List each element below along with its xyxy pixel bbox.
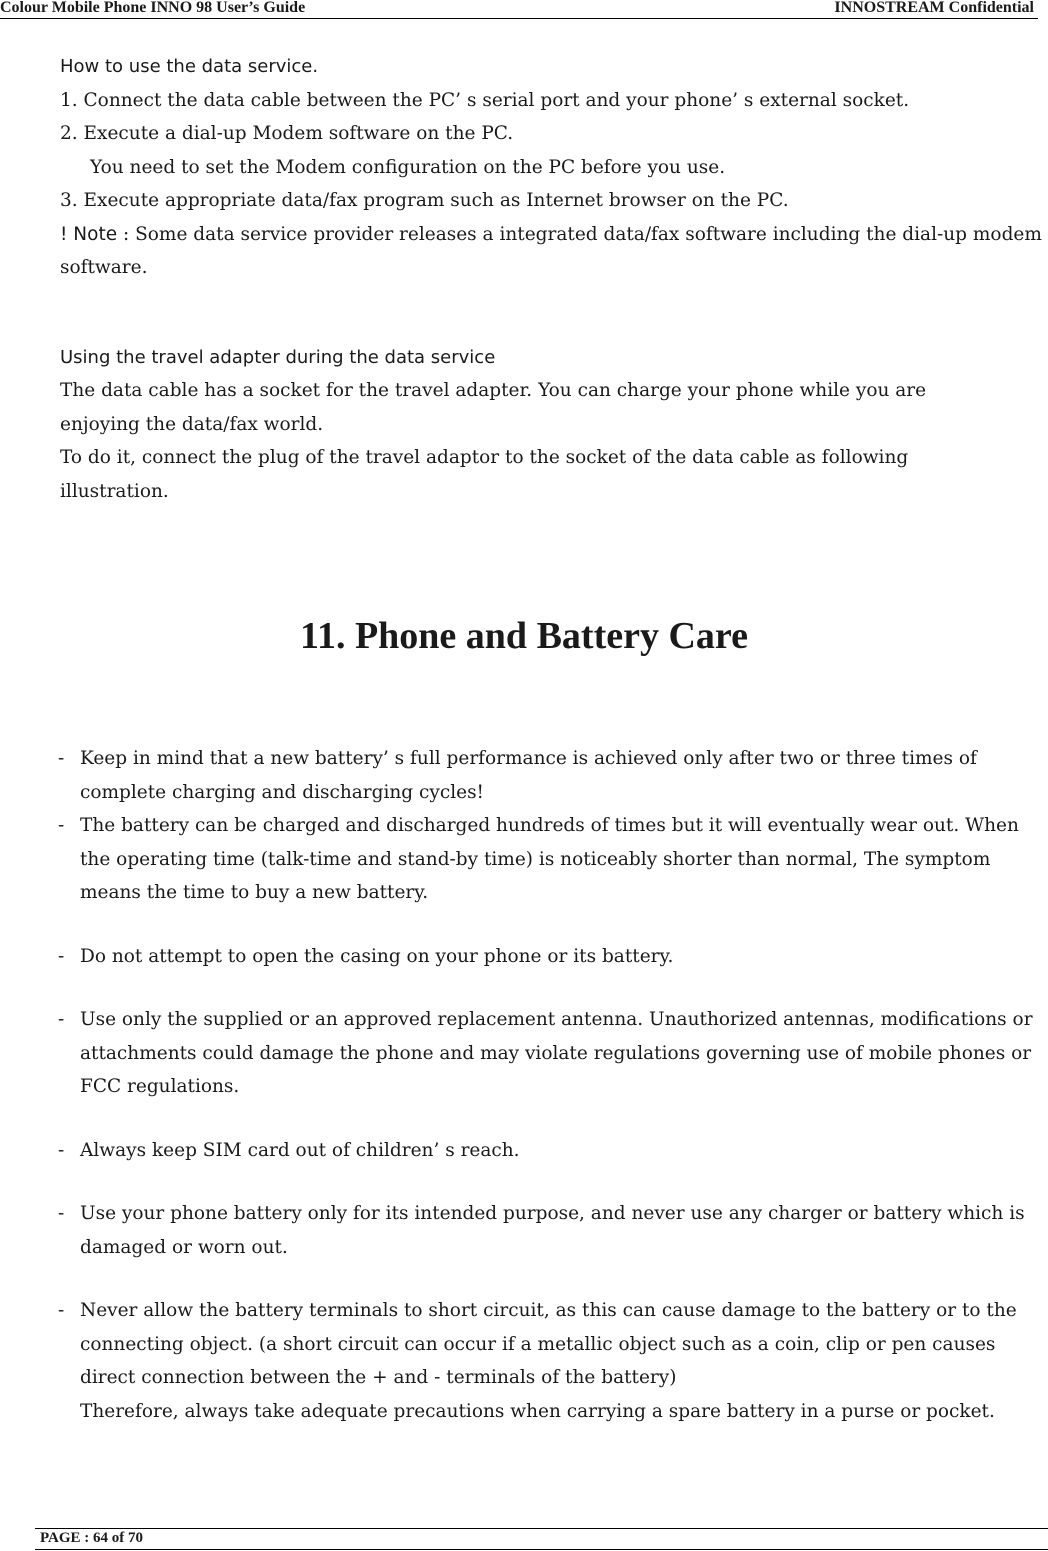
list-item-text: The battery can be charged and discharged hundreds of times but it will eventually wear out. When the operating time (talk-time and stand-by time) is noticeably shorter than normal, The symptom means the time to buy a new battery.: [80, 815, 1019, 903]
travel-adapter-para-2: To do it, connect the plug of the travel adaptor to the socket of the data cable as following illustration.: [60, 447, 909, 502]
list-dash: -: [58, 1009, 65, 1030]
step-1: 1. Connect the data cable between the PC’ s serial port and your phone’ s external socket.: [60, 89, 910, 111]
list-dash: -: [58, 1300, 65, 1321]
list-item-text: Always keep SIM card out of children’ s reach.: [80, 1139, 520, 1161]
list-dash: -: [58, 1139, 65, 1161]
page-header: [0, 0, 1038, 19]
list-dash: -: [58, 945, 65, 967]
list-item: [58, 742, 1045, 809]
list-item: [58, 1294, 1045, 1428]
care-list: [58, 742, 1045, 1428]
section-title-data-service: How to use the data service.: [60, 56, 319, 77]
list-dash: -: [58, 815, 65, 836]
list-item-continuation: Therefore, always take adequate precautions when carrying a spare battery in a purse or pocket.: [80, 1400, 995, 1422]
travel-adapter-para-1: The data cable has a socket for the travel adapter. You can charge your phone while you are enjoying the data/fax world.: [60, 380, 927, 435]
page-number: PAGE : 64 of 70: [40, 1530, 144, 1546]
header-confidential: INNOSTREAM Confidential: [834, 0, 1034, 16]
list-item-text: Keep in mind that a new battery’ s full performance is achieved only after two or three times of complete charging and discharging cycles!: [80, 748, 977, 803]
list-item: [58, 809, 1045, 910]
note-text: : Some data service provider releases a integrated data/fax software including the dial-up modem software.: [60, 223, 1042, 278]
note-paragraph: [60, 218, 1045, 285]
list-item-text: Do not attempt to open the casing on your phone or its battery.: [80, 945, 674, 967]
list-item: [58, 1003, 1045, 1104]
page-footer: [35, 1528, 1048, 1550]
list-item: [58, 1134, 1045, 1168]
list-item-text: Use only the supplied or an approved replacement antenna. Unauthorized antennas, modifications or attachments could damage the phone and may violate regulations governing use of mobile phones or FCC regulations.: [80, 1009, 1033, 1097]
header-doc-title: Colour Mobile Phone INNO 98 User’s Guide: [0, 0, 306, 16]
list-dash: -: [58, 748, 65, 769]
chapter-title: 11. Phone and Battery Care: [300, 615, 748, 657]
list-item-text: Use your phone battery only for its intended purpose, and never use any charger or battery which is damaged or worn out.: [80, 1203, 1025, 1258]
step-3: 3. Execute appropriate data/fax program such as Internet browser on the PC.: [60, 190, 789, 211]
note-label: ! Note: [60, 223, 118, 245]
section-title-travel-adapter: Using the travel adapter during the data service: [60, 346, 496, 368]
page-content: [60, 50, 1045, 1428]
step-2: 2. Execute a dial-up Modem software on the PC.: [60, 123, 514, 144]
step-2-note: You need to set the Modem configuration on the PC before you use.: [90, 156, 726, 178]
list-item: [58, 1197, 1045, 1264]
list-item-text: Never allow the battery terminals to short circuit, as this can cause damage to the battery or to the connecting object. (a short circuit can occur if a metallic object such as a coin, clip or pen causes direct connection between the + and - terminals of the battery): [80, 1300, 1017, 1388]
list-dash: -: [58, 1203, 65, 1224]
list-item: [58, 940, 1045, 974]
